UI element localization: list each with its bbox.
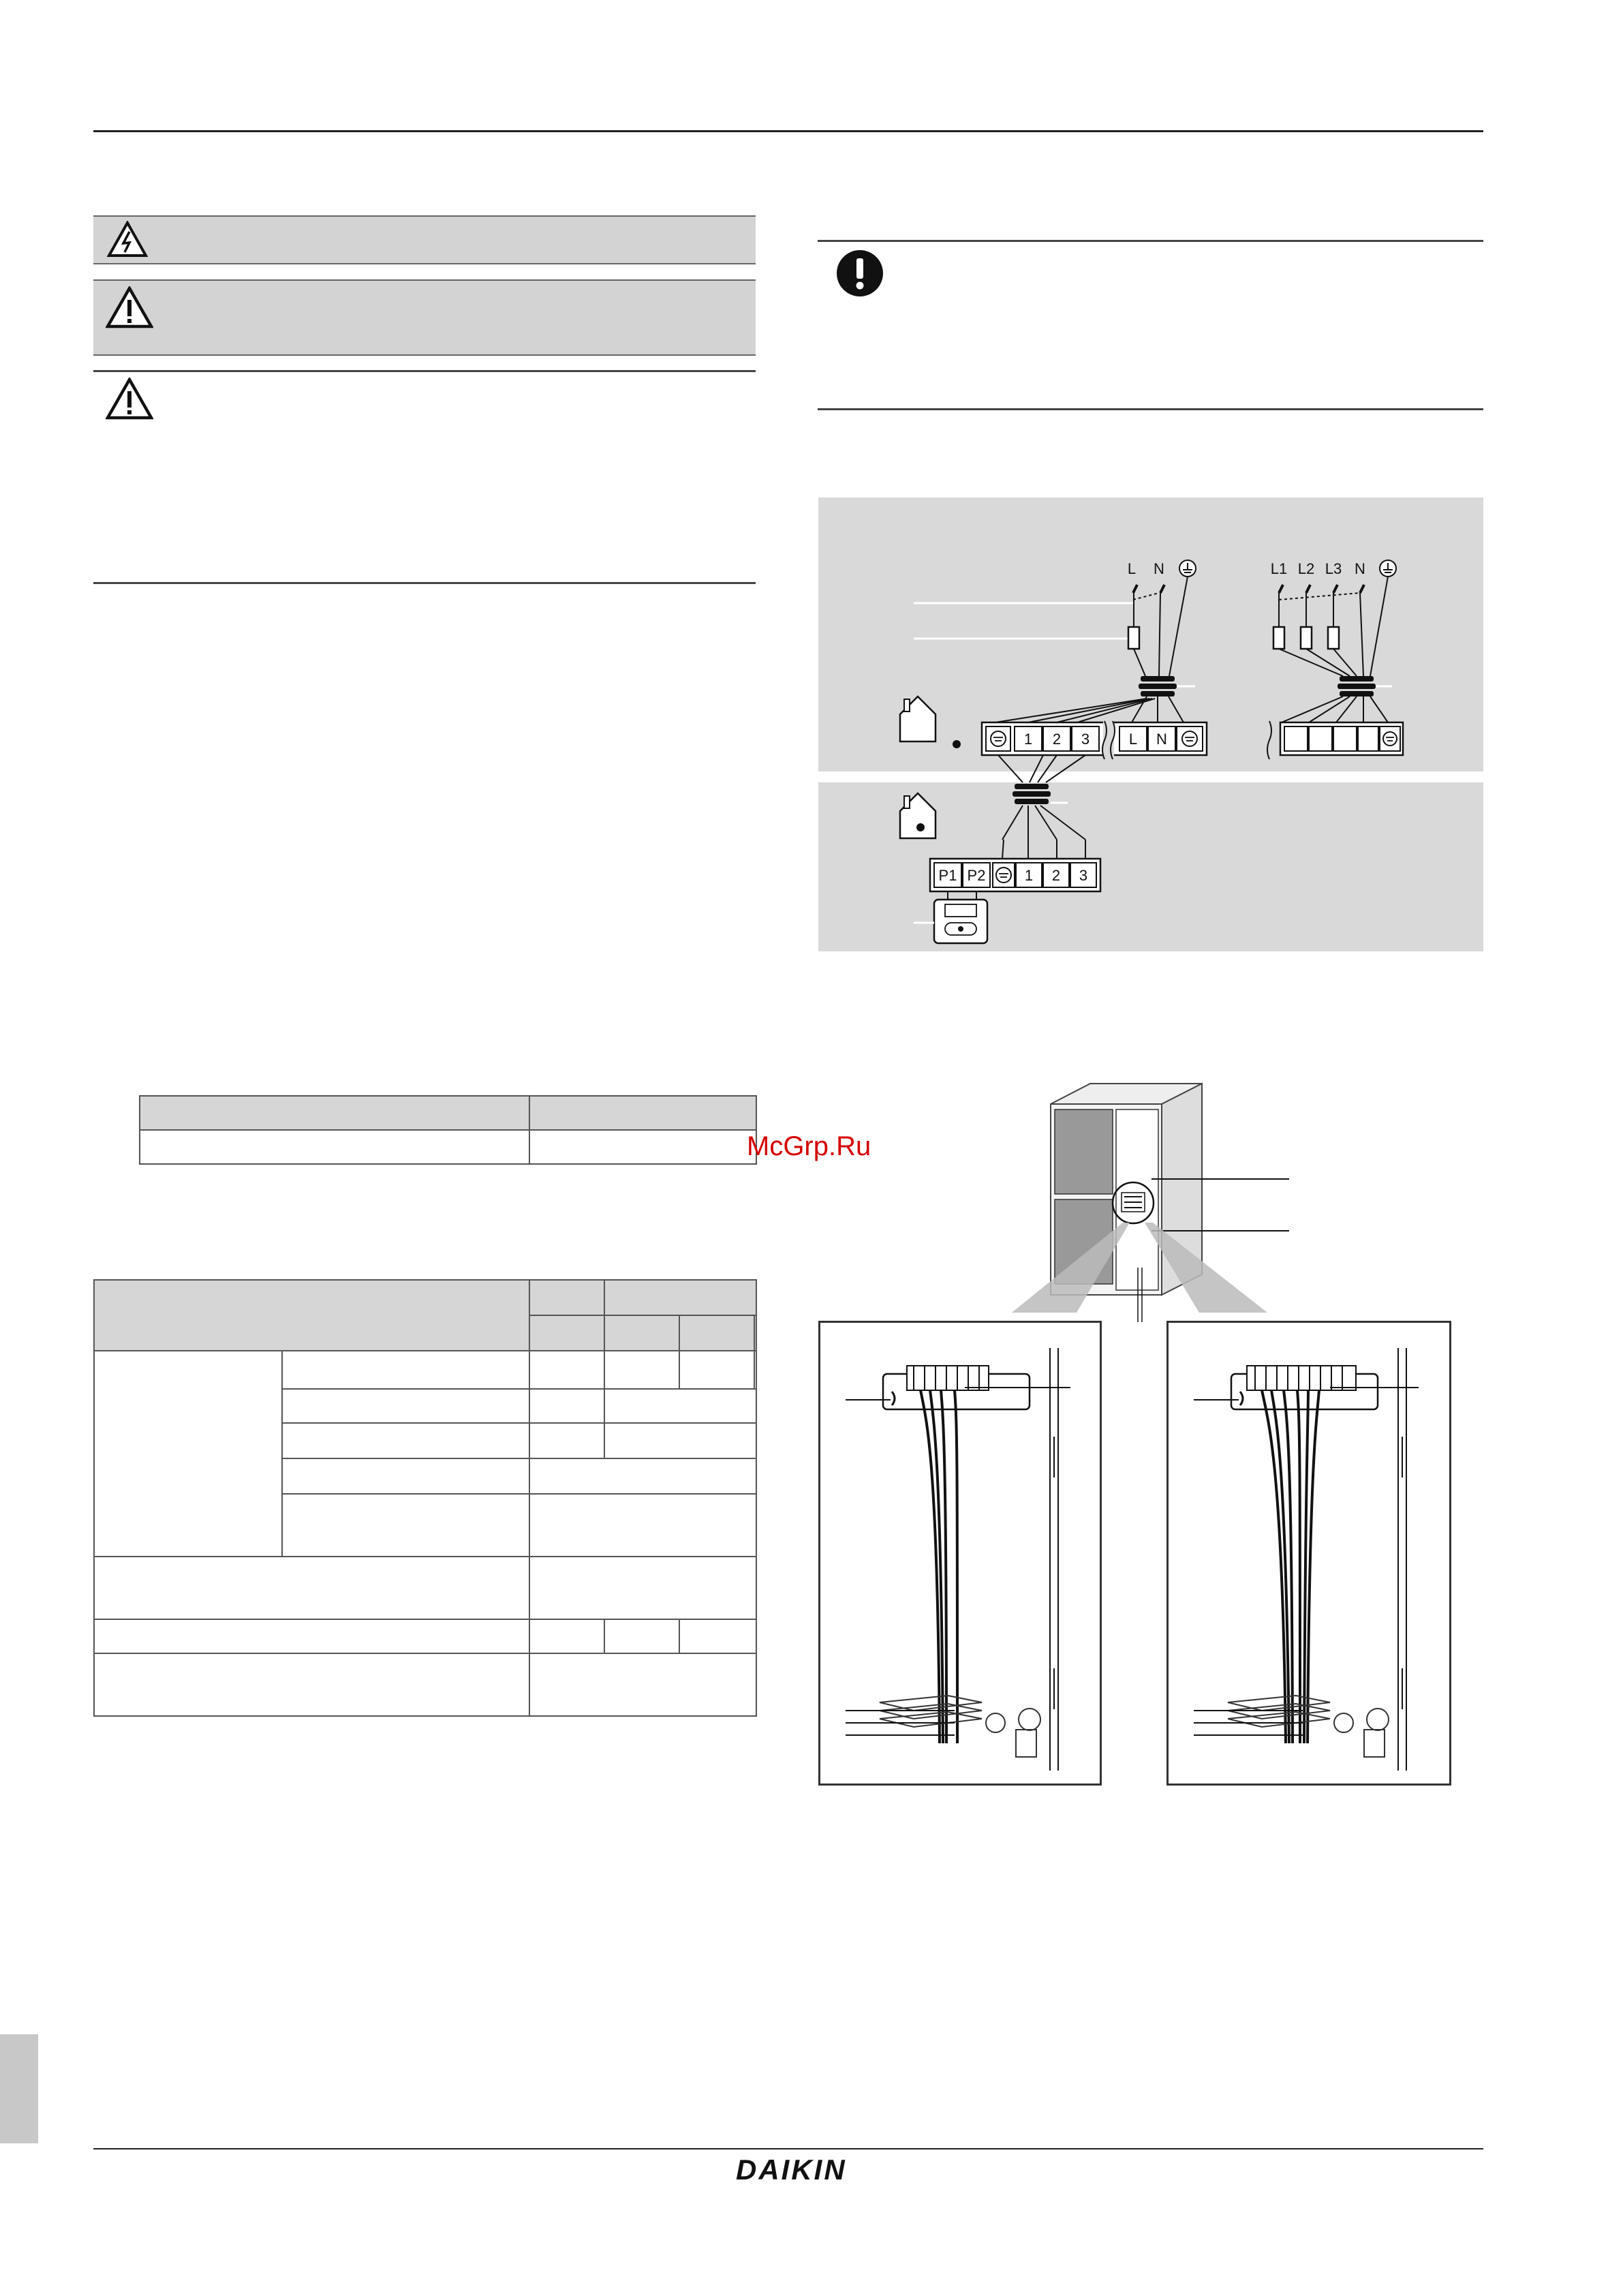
- indoor-terminal-3: 3: [1079, 867, 1088, 884]
- table-cell: [529, 1389, 604, 1423]
- table-cell: [604, 1619, 679, 1653]
- house-icon: [900, 697, 961, 748]
- indoor-terminal-1: 1: [1024, 867, 1034, 884]
- danger-electrical-banner: [93, 215, 756, 264]
- small-table-header-cell: [529, 1096, 756, 1130]
- table-cell: [529, 1351, 604, 1389]
- small-table-cell: [140, 1130, 529, 1164]
- table-cell: [529, 1653, 756, 1716]
- label-N: N: [1154, 560, 1164, 577]
- small-spec-table: [139, 1095, 757, 1165]
- table-cell: [529, 1458, 756, 1494]
- exclamation-triangle-icon: [106, 378, 153, 420]
- table-cell: [529, 1423, 604, 1458]
- exclamation-circle-icon: [835, 249, 884, 298]
- small-table-header-cell: [140, 1096, 529, 1130]
- wiring-diagram: [818, 498, 1483, 951]
- label-L2: L2: [1297, 560, 1315, 577]
- detail-single-phase-illustration: [818, 1321, 1102, 1784]
- indoor-terminal-P2: P2: [967, 867, 986, 884]
- table-cell: [679, 1619, 756, 1653]
- table-header-cell: [529, 1280, 604, 1315]
- label-L: L: [1127, 560, 1137, 577]
- table-header-cell: [604, 1315, 679, 1351]
- detail-three-phase-illustration: [1166, 1321, 1450, 1784]
- outdoor-terminal-L: L: [1128, 731, 1138, 748]
- table-cell: [282, 1423, 529, 1458]
- table-cell: [282, 1494, 529, 1557]
- indoor-terminal-P1: P1: [938, 867, 957, 884]
- table-header-cell: [604, 1280, 756, 1315]
- indoor-terminal-2: 2: [1051, 867, 1061, 884]
- small-table-cell: [529, 1130, 756, 1164]
- watermark: McGrp.Ru: [747, 1131, 871, 1161]
- outdoor-terminal-3: 3: [1081, 731, 1090, 748]
- label-L3: L3: [1325, 560, 1342, 577]
- wiring-spec-table: [93, 1279, 757, 1717]
- table-cell: [282, 1389, 529, 1423]
- table-cell: [604, 1351, 679, 1389]
- table-cell: [604, 1423, 756, 1458]
- table-cell: [282, 1458, 529, 1494]
- warning-banner: [93, 279, 756, 356]
- table-cell: [282, 1351, 529, 1389]
- table-header-cell: [754, 1315, 756, 1351]
- table-cell: [679, 1351, 754, 1389]
- table-cell: [94, 1653, 529, 1716]
- table-cell: [754, 1351, 756, 1389]
- table-header-cell: [529, 1315, 604, 1351]
- label-N3: N: [1355, 560, 1365, 577]
- exclamation-triangle-icon: [106, 286, 153, 328]
- table-header-cell: [94, 1280, 529, 1351]
- lightning-triangle-icon: [107, 221, 148, 258]
- remote-controller-icon: [934, 900, 987, 943]
- table-cell: [529, 1619, 604, 1653]
- footer-rule: [93, 2148, 1483, 2149]
- chapter-side-tab: [0, 2034, 38, 2143]
- table-cell: [604, 1389, 756, 1423]
- table-cell: [94, 1351, 282, 1557]
- table-header-cell: [679, 1315, 754, 1351]
- table-cell: [94, 1619, 529, 1653]
- table-cell: [94, 1557, 529, 1619]
- table-cell: [529, 1557, 756, 1619]
- header-rule: [93, 130, 1483, 132]
- outdoor-unit-illustration: [981, 1070, 1295, 1336]
- notice-box: [818, 240, 1483, 410]
- outdoor-terminal-1: 1: [1023, 731, 1033, 748]
- house-icon: [900, 793, 936, 838]
- outdoor-terminal-2: 2: [1052, 731, 1062, 748]
- label-L1: L1: [1270, 560, 1288, 577]
- outdoor-terminal-N: N: [1156, 731, 1167, 748]
- table-cell: [529, 1494, 756, 1557]
- caution-box: [93, 370, 756, 584]
- daikin-logo: DAIKIN: [736, 2154, 847, 2186]
